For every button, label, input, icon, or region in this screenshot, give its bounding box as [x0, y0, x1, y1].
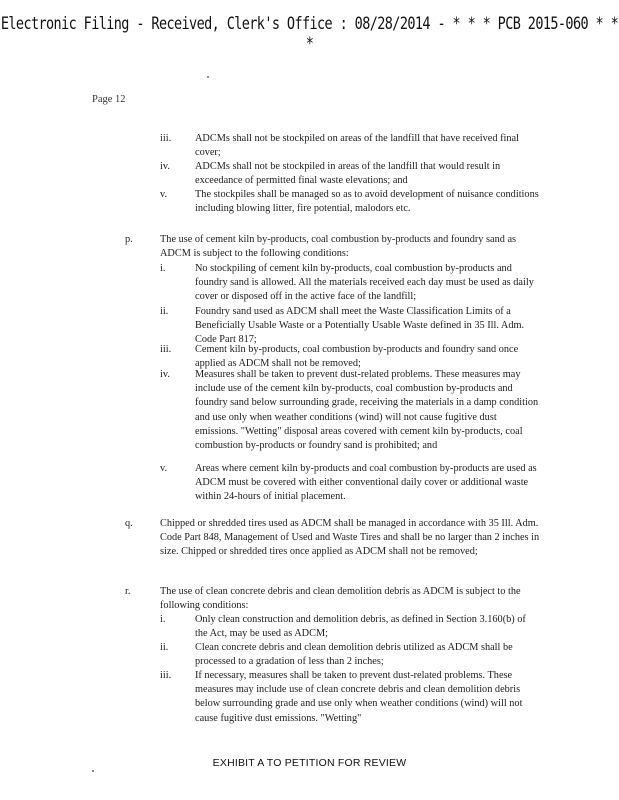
- item-text: No stockpiling of cement kiln by-products, coal combustion by-products and foundry sand is allowed. All the materials received each day must be used as daily cover or disposed off in the active face of the landfill;: [195, 263, 534, 303]
- item-text: Cement kiln by-products, coal combustion by-products and foundry sand once applied as ADCM shall not be removed;: [195, 344, 519, 370]
- item-number: ii.: [160, 642, 169, 653]
- item-text: The stockpiles shall be managed so as to avoid development of nuisance conditions including blowing litter, fire potential, malodors etc.: [195, 189, 539, 215]
- item-text: Only clean construction and demolition debris, as defined in Section 3.160(b) of the Act, may be used as ADCM;: [195, 614, 526, 640]
- item-text: ADCMs shall not be stockpiled in areas of the landfill that would result in exceedance of permitted final waste elevations; and: [195, 161, 501, 187]
- item-number: i.: [160, 614, 166, 625]
- item-number: iv.: [160, 161, 170, 172]
- item-number: v.: [160, 463, 168, 474]
- scan-speck: [92, 770, 94, 772]
- section-letter-q: q.: [125, 518, 133, 529]
- item-number: iii.: [160, 344, 172, 355]
- page-number: Page 12: [92, 94, 126, 105]
- item-text: Clean concrete debris and clean demolition debris utilized as ADCM shall be processed to a gradation of less than 2 inches;: [195, 642, 513, 668]
- item-number: ii.: [160, 306, 169, 317]
- exhibit-footer: EXHIBIT A TO PETITION FOR REVIEW: [212, 757, 407, 769]
- item-text: Foundry sand used as ADCM shall meet the Waste Classification Limits of a Beneficially Usable Waste or a Potentially Usable Waste defined in 35 Ill. Adm. Code Part 817;: [195, 306, 525, 346]
- item-number: iii.: [160, 670, 172, 681]
- item-number: iv.: [160, 369, 170, 380]
- section-letter-r: r.: [125, 586, 131, 597]
- filing-stamp-header: Electronic Filing - Received, Clerk's Office : 08/28/2014 - * * * PCB 2015-060 * * *: [0, 14, 619, 54]
- section-p-intro: The use of cement kiln by-products, coal combustion by-products and foundry sand as ADCM is subject to the following conditions:: [160, 234, 517, 260]
- section-r-intro: The use of clean concrete debris and clean demolition debris as ADCM is subject to the following conditions:: [160, 586, 521, 612]
- item-number: v.: [160, 189, 168, 200]
- item-text: Measures shall be taken to prevent dust-related problems. These measures may include use of the cement kiln by-products, coal combustion by-products and foundry sand below surrounding grade, receiving the materials in a damp condition and use only when weather conditions (wind) will not cause fugitive dust emissions. "Wetting" disposal areas covered with cement kiln by-products, coal combustion by-products or foundry sand is prohibited; and: [195, 369, 539, 452]
- section-letter-p: p.: [125, 234, 133, 245]
- item-text: If necessary, measures shall be taken to prevent dust-related problems. These measures may include use of clean concrete debris and clean demolition debris below surrounding grade and use only when weather conditions (wind) will not cause fugitive dust emissions. "Wetting": [195, 670, 523, 724]
- item-text: ADCMs shall not be stockpiled on areas of the landfill that have received final cover;: [195, 133, 519, 159]
- item-text: Areas where cement kiln by-products and coal combustion by-products are used as ADCM must be covered with either conventional daily cover or additional waste within 24-hours of initial placement.: [195, 463, 537, 503]
- section-q-text: Chipped or shredded tires used as ADCM shall be managed in accordance with 35 Ill. Adm. Code Part 848, Management of Used and Waste Tires and shall be no larger than 2 inches in size. Chipped or shredded tires once applied as ADCM shall not be removed;: [160, 518, 540, 558]
- item-number: i.: [160, 263, 166, 274]
- item-number: iii.: [160, 133, 172, 144]
- scan-speck: [207, 76, 209, 78]
